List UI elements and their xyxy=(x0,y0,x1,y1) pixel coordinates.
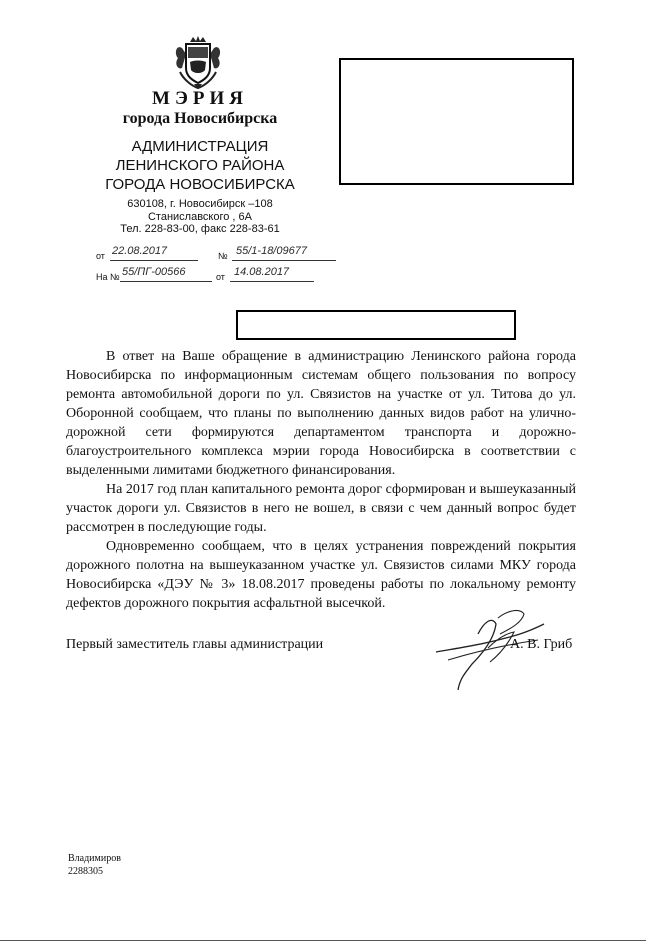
admin-line: ЛЕНИНСКОГО РАЙОНА xyxy=(115,157,285,174)
date-underline xyxy=(110,260,198,261)
redacted-salutation-box xyxy=(236,310,516,340)
redacted-recipient-box xyxy=(339,58,574,185)
mayor-office-title: МЭРИЯ xyxy=(152,88,248,109)
reply-label: На № xyxy=(96,272,120,282)
body-paragraph: В ответ на Ваше обращение в администрацию Ленинского района города Новосибирска по информационным системам общего пользования по вопросу ремонта автомобильной дороги по ул. Связистов на участке от ул. Титова до ул. Оборонной сообщаем, что планы по выполнению данных видов работ на улично-дорожной сети формируются департаментом транспорта и дорожно-благоустроительного комплекса мэрии города Новосибирска в соответствии с выделенными лимитами бюджетного финансирования. xyxy=(66,349,576,478)
reply-number-underline xyxy=(120,281,212,282)
signatory-position: Первый заместитель главы администрации xyxy=(66,637,324,652)
signatory-name: А. В. Гриб xyxy=(510,637,573,652)
address-line: 630108, г. Новосибирск –108 xyxy=(127,198,273,210)
reply-number: 55/ПГ-00566 xyxy=(122,266,186,278)
reply-date: 14.08.2017 xyxy=(234,266,290,278)
city-title: города Новосибирска xyxy=(122,110,278,127)
number-underline xyxy=(232,260,336,261)
page-bottom-border xyxy=(0,940,646,941)
admin-line: ГОРОДА НОВОСИБИРСКА xyxy=(105,176,295,193)
body-paragraph: Одновременно сообщаем, что в целях устранения повреждений покрытия дорожного полотна на вышеуказанном участке ул. Связистов силами МКУ города Новосибирска «ДЭУ № 3» 18.08.2017 проведены работы по локальному ремонту дефектов дорожного покрытия асфальтной высечкой. xyxy=(66,539,576,611)
outgoing-number: 55/1-18/09677 xyxy=(236,245,307,257)
executor-phone: 2288305 xyxy=(68,866,103,877)
reply-from-label: от xyxy=(216,272,225,282)
letter-body xyxy=(66,347,576,613)
reply-date-underline xyxy=(230,281,314,282)
phone-line: Тел. 228-83-00, факс 228-83-61 xyxy=(120,223,280,235)
body-paragraph: На 2017 год план капитального ремонта дорог сформирован и вышеуказанный участок дороги ул. Связистов в него не вошел, в связи с чем данный вопрос будет рассмотрен в последующие годы. xyxy=(66,482,576,535)
address-line: Станиславского , 6А xyxy=(147,211,253,223)
number-label: № xyxy=(218,251,228,261)
admin-line: АДМИНИСТРАЦИЯ xyxy=(131,138,269,155)
outgoing-date: 22.08.2017 xyxy=(112,245,168,257)
coat-of-arms-emblem xyxy=(172,34,224,90)
executor-name: Владимиров xyxy=(68,853,121,864)
from-label: от xyxy=(96,251,105,261)
